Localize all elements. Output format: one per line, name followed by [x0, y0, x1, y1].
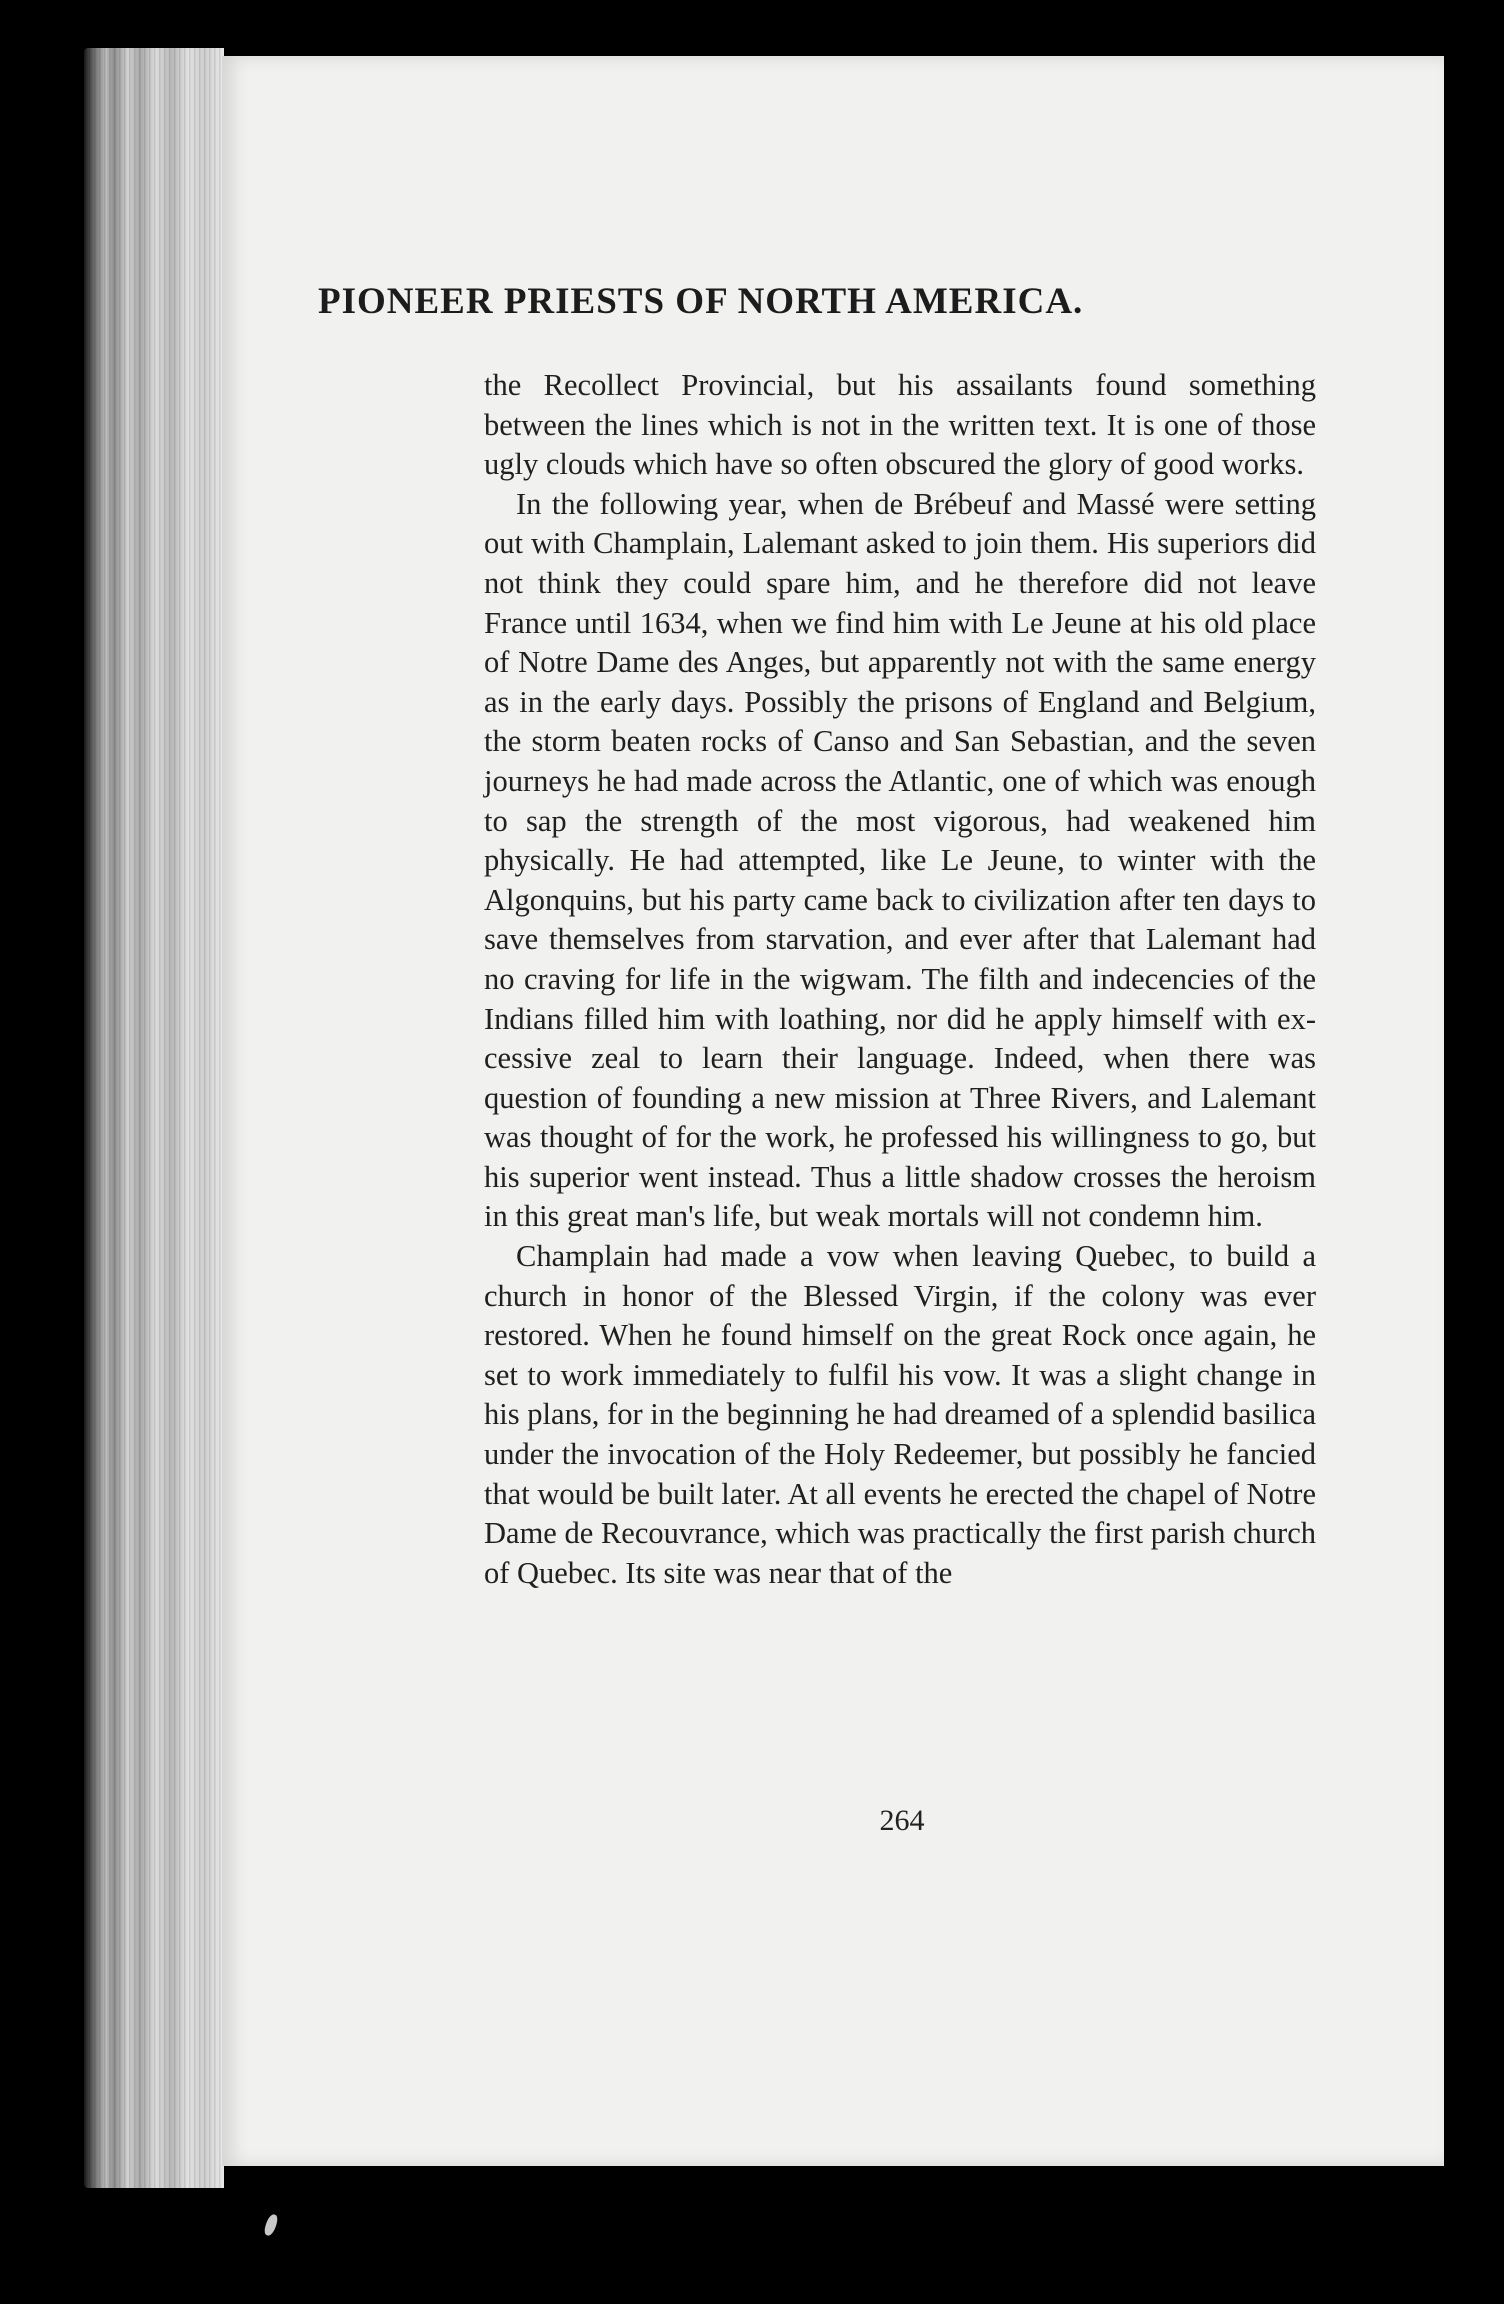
- body-text: [484, 366, 1316, 1593]
- paragraph-2: In the following year, when de Brébeuf and Massé were setting out with Champlain, Lalemant asked to join them. His superiors did not think they could spare him, and he therefore did not leave France until 1634, when we find him with Le Jeune at his old place of Notre Dame des Anges, but apparently not with the same energy as in the early days. Possibly the prisons of England and Belgium, the storm beaten rocks of Canso and San Sebastian, and the seven journeys he had made across the Atlantic, one of which was enough to sap the strength of the most vigorous, had weakened him physically. He had attempted, like Le Jeune, to winter with the Algonquins, but his party came back to civilization after ten days to save themselves from starvation, and ever after that Lalemant had no craving for life in the wigwam. The filth and indecencies of the Indians filled him with loathing, nor did he apply himself with excessive zeal to learn their language. Indeed, when there was question of founding a new mission at Three Rivers, and Lalemant was thought of for the work, he professed his willingness to go, but his superior went instead. Thus a little shadow crosses the heroism in this great man's life, but weak mortals will not condemn him.: [484, 486, 1316, 1234]
- paragraph-1: the Recollect Provincial, but his assailants found something between the lines which is not in the written text. It is one of those ugly clouds which have so often obscured the glory of good works.: [484, 368, 1316, 482]
- page-number: 264: [879, 1804, 925, 1837]
- paragraph-3: Champlain had made a vow when leaving Quebec, to build a church in honor of the Blessed Virgin, if the colony was ever restored. When he found himself on the great Rock once again, he set to work immediately to fulfil his vow. It was a slight change in his plans, for in the beginning he had dreamed of a splendid basilica under the invocation of the Holy Redeemer, but possibly he fancied that would be built later. At all events he erected the chapel of Notre Dame de Recouvrance, which was practically the first parish church of Quebec. Its site was near that of the: [484, 1239, 1316, 1590]
- book-page-edges: [84, 48, 224, 2188]
- running-head: PIONEER PRIESTS OF NORTH AMERICA.: [318, 281, 1084, 322]
- scan-speck: [263, 2213, 279, 2237]
